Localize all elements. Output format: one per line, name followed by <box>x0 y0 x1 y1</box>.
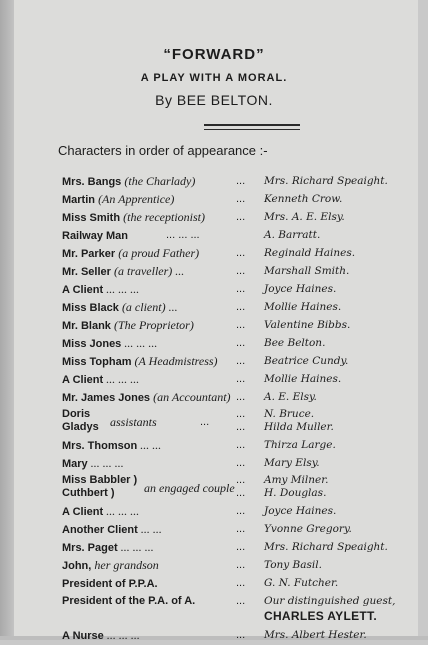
role-description: (the receptionist) <box>123 210 206 224</box>
role-name: Mary <box>62 458 88 470</box>
role-name: Mr. Blank <box>62 320 111 332</box>
role-name: Mrs. Thomson <box>62 440 138 452</box>
leader-dots: ... <box>236 211 246 223</box>
play-title: “FORWARD” <box>163 46 265 63</box>
role-description: an engaged couple <box>144 481 235 495</box>
leader-dots: ... <box>236 301 246 313</box>
role-description: ... ... <box>140 522 162 536</box>
leader-dots: ... <box>236 595 246 607</box>
leader-dots: ... <box>236 523 246 535</box>
actor-name: Amy Milner. <box>264 474 329 486</box>
cast-row <box>58 280 410 298</box>
actor-name: Mrs. Richard Speaight. <box>264 541 388 553</box>
cast-row-assistants <box>58 406 410 436</box>
role-name-pair <box>62 408 99 434</box>
leader-dots-pair <box>236 408 245 434</box>
leader-dots: ... <box>236 421 246 433</box>
role-name: Mr. Parker <box>62 248 116 260</box>
role-name: A Client <box>62 506 104 518</box>
actor-name: Hilda Muller. <box>264 421 334 433</box>
role-name: Railway Man <box>62 230 129 242</box>
role-name-pair <box>62 474 137 500</box>
divider-rule-top <box>204 124 300 126</box>
role-name: Cuthbert ) <box>62 487 115 499</box>
role-description: ... ... <box>140 438 162 452</box>
actor-name: Mrs. Richard Speaight. <box>264 175 388 187</box>
actor-name: Joyce Haines. <box>264 505 337 517</box>
actor-name: Tony Basil. <box>264 559 322 571</box>
leader-dots: ... <box>236 487 246 499</box>
role-name: Doris <box>62 408 91 420</box>
actor-name: Marshall Smith. <box>264 265 350 277</box>
leader-dots-pair <box>236 474 245 500</box>
leader-dots: ... <box>236 265 246 277</box>
role-name: Mrs. Paget <box>62 542 118 554</box>
role-description: ... ... ... <box>106 504 140 518</box>
actor-name: G. N. Futcher. <box>264 577 339 589</box>
cast-row <box>58 502 410 520</box>
leader-dots: ... <box>236 355 246 367</box>
cast-row <box>58 226 410 244</box>
actor-name: Kenneth Crow. <box>264 193 343 205</box>
role-name: Miss Black <box>62 302 119 314</box>
actor-name: Bee Belton. <box>264 337 326 349</box>
cast-row <box>58 352 410 370</box>
actor-name-pair <box>264 474 328 500</box>
leader-dots: ... <box>236 373 246 385</box>
cast-row <box>58 190 410 208</box>
role-name: Mr. James Jones <box>62 392 151 404</box>
actor-name: A. Barratt. <box>264 229 321 241</box>
cast-row <box>58 244 410 262</box>
leader-dots: ... <box>236 577 246 589</box>
role-description: assistants <box>110 415 157 429</box>
cast-row <box>58 520 410 538</box>
leader-dots: ... <box>236 175 246 187</box>
actor-name: Yvonne Gregory. <box>264 523 352 535</box>
actor-name: Mrs. Albert Hester. <box>264 629 367 641</box>
role-description: ... ... ... <box>120 540 154 554</box>
role-description: ... ... ... <box>106 628 140 642</box>
cast-intro-heading: Characters in order of appearance :- <box>58 143 268 158</box>
leader-dots: ... <box>236 408 246 420</box>
cast-row <box>58 436 410 454</box>
role-description: (a proud Father) <box>118 246 200 260</box>
cast-row-president <box>58 592 410 626</box>
cast-row <box>58 454 410 472</box>
role-description: (a traveller) ... <box>113 264 185 278</box>
role-name: A Client <box>62 374 104 386</box>
cast-row <box>58 626 410 644</box>
divider-rule-bottom <box>204 129 300 130</box>
guest-name: CHARLES AYLETT. <box>264 609 377 623</box>
role-name: Miss Babbler ) <box>62 474 138 486</box>
cast-row <box>58 172 410 190</box>
actor-name: Mollie Haines. <box>264 373 342 385</box>
cast-row <box>58 334 410 352</box>
role-description: (An Apprentice) <box>98 192 175 206</box>
role-description: ... ... ... <box>124 336 158 350</box>
actor-name: Reginald Haines. <box>264 247 356 259</box>
role-name: A Nurse <box>62 630 104 642</box>
cast-row <box>58 262 410 280</box>
author-byline: By BEE BELTON. <box>155 92 273 108</box>
leader-dots: ... <box>236 391 246 403</box>
role-description: ... ... ... <box>106 282 140 296</box>
leader-dots: ... <box>236 193 246 205</box>
role-name: Miss Smith <box>62 212 121 224</box>
cast-row <box>58 298 410 316</box>
cast-row <box>58 538 410 556</box>
role-name: President of the P.A. of A. <box>62 595 196 607</box>
cast-row <box>58 370 410 388</box>
cast-row-engaged-couple <box>58 472 410 502</box>
role-name: A Client <box>62 284 104 296</box>
cast-row <box>58 208 410 226</box>
actor-name-pair <box>264 408 334 434</box>
role-name: John, <box>62 560 92 572</box>
cast-row <box>58 574 410 592</box>
play-subtitle: A PLAY WITH A MORAL. <box>140 72 288 84</box>
role-description: ... ... ... <box>90 456 124 470</box>
role-name: Mrs. Bangs <box>62 176 122 188</box>
role-description: ... ... ... <box>106 372 140 386</box>
actor-name: Beatrice Cundy. <box>264 355 349 367</box>
role-name: President of P.P.A. <box>62 578 158 590</box>
role-description: (The Proprietor) <box>113 318 194 332</box>
role-description: (the Charlady) <box>124 174 196 188</box>
leader-dots: ... <box>236 505 246 517</box>
leader-dots: ... <box>236 247 246 259</box>
actor-name: Mollie Haines. <box>264 301 342 313</box>
actor-name: Valentine Bibbs. <box>264 319 351 331</box>
role-name: Martin <box>62 194 95 206</box>
actor-name: Thirza Large. <box>264 439 336 451</box>
actor-name: N. Bruce. <box>264 408 315 420</box>
leader-dots: ... <box>236 337 246 349</box>
role-description: (A Headmistress) <box>134 354 218 368</box>
role-description: her grandson <box>94 558 159 572</box>
role-name: Another Client <box>62 524 138 536</box>
leader-dots: ... <box>236 541 246 553</box>
leader-dots: ... <box>200 416 210 428</box>
cast-list <box>58 172 410 644</box>
leader-dots: ... <box>236 283 246 295</box>
role-name: Mr. Seller <box>62 266 111 278</box>
leader-dots: ... <box>236 439 246 451</box>
role-name: Miss Topham <box>62 356 132 368</box>
cast-row <box>58 556 410 574</box>
role-description: (an Accountant) <box>153 390 231 404</box>
actor-name: Joyce Haines. <box>264 283 337 295</box>
leader-dots: ... <box>236 319 246 331</box>
leader-dots: ... <box>236 559 246 571</box>
role-name: Gladys <box>62 421 99 433</box>
role-name: Miss Jones <box>62 338 122 350</box>
actor-name: Mary Elsy. <box>264 457 320 469</box>
cast-row <box>58 388 410 406</box>
leader-dots: ... <box>236 629 246 641</box>
actor-name: A. E. Elsy. <box>264 391 317 403</box>
leader-dots: ... <box>236 457 246 469</box>
guest-caption: Our distinguished guest, <box>264 595 396 607</box>
actor-name: Mrs. A. E. Elsy. <box>264 211 345 223</box>
role-description: (a client) ... <box>121 300 178 314</box>
leader-dots: ... <box>236 474 246 486</box>
cast-row <box>58 316 410 334</box>
leader-dots: ... ... ... <box>166 229 200 241</box>
actor-name: H. Douglas. <box>264 487 327 499</box>
